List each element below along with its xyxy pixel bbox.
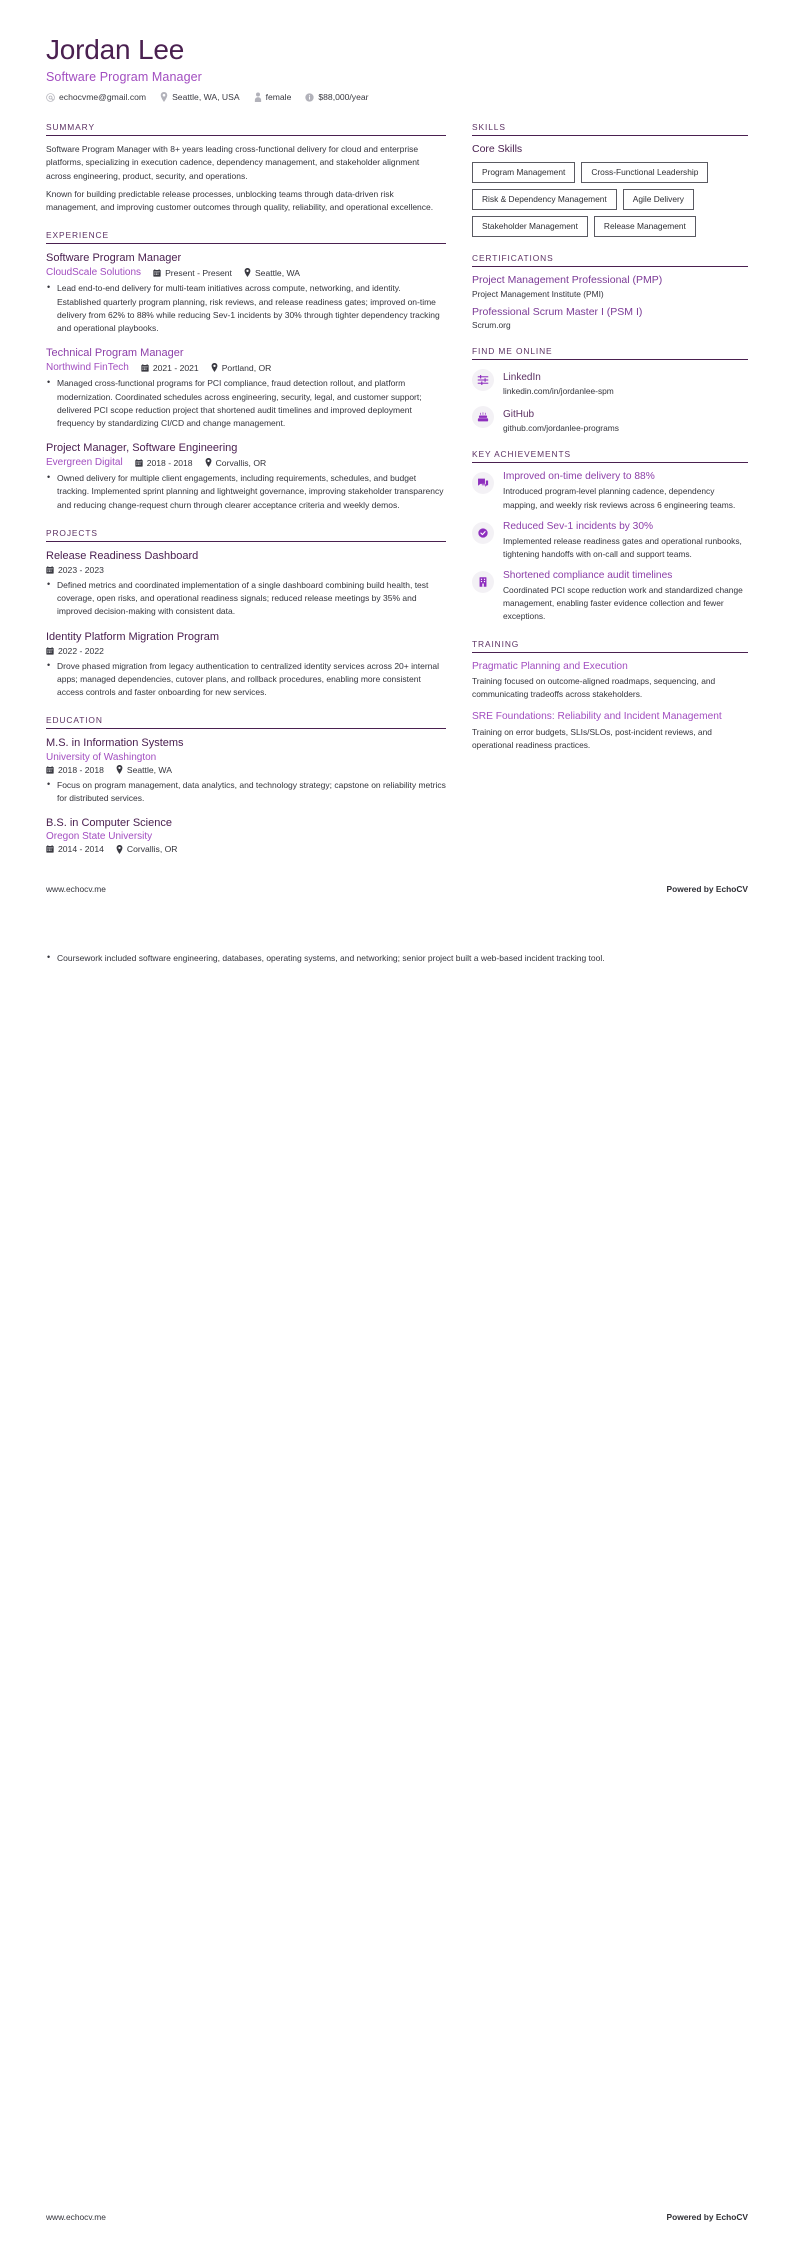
training-item	[472, 710, 748, 751]
contact-salary-value: $88,000/year	[318, 92, 369, 103]
calendar-icon	[46, 647, 54, 655]
location-pin-icon	[244, 268, 251, 277]
section-find-me-online-title: FIND ME ONLINE	[472, 346, 553, 357]
project-dates-value: 2022 - 2022	[58, 645, 104, 656]
contact-location	[160, 92, 240, 102]
online-profile-body	[503, 367, 748, 396]
training-name: SRE Foundations: Reliability and Incident Management	[472, 711, 722, 723]
education-dates-value: 2014 - 2014	[58, 844, 104, 855]
experience-bullets	[46, 377, 446, 430]
experience-entry	[46, 346, 446, 430]
experience-entry	[46, 251, 446, 335]
experience-dates-value: 2021 - 2021	[152, 362, 199, 373]
skills-chip-list	[472, 162, 748, 237]
section-projects	[46, 528, 446, 700]
section-find-me-online	[472, 346, 748, 433]
achievement-body	[503, 569, 748, 623]
skill-chip: Agile Delivery	[623, 189, 694, 210]
calendar-icon	[141, 364, 149, 372]
training-description: Training focused on outcome-aligned roadmaps, sequencing, and communicating tradeoffs across stakeholders.	[472, 676, 716, 700]
experience-role: Technical Program Manager	[46, 347, 184, 360]
experience-org: CloudScale Solutions	[46, 267, 142, 279]
achievement-item	[472, 470, 748, 511]
online-profile-label: LinkedIn	[503, 372, 541, 384]
project-bullets	[46, 660, 446, 700]
summary-paragraph: Known for building predictable release processes, unblocking teams through data-driven risk management, and improving customer outcomes through quality, reliability, and operational excellence.	[46, 188, 434, 212]
section-rule	[472, 359, 748, 360]
education-location	[116, 844, 178, 854]
certification-item	[472, 274, 748, 299]
training-name: Pragmatic Planning and Execution	[472, 661, 628, 673]
skills-group-name: Core Skills	[472, 143, 523, 156]
online-profile-linkedin[interactable]	[472, 367, 748, 396]
bullet-item: • Drove phased migration from legacy authentication to centralized identity services across 20+ internal apps; managed dependencies, cutover plans, and rollback procedures, enabling more consistent access controls and faster onboarding for new services.	[46, 660, 446, 700]
section-rule	[472, 135, 748, 136]
section-rule	[472, 652, 748, 653]
person-icon	[254, 92, 262, 102]
section-skills-title: SKILLS	[472, 122, 506, 133]
project-name: Identity Platform Migration Program	[46, 630, 220, 643]
project-meta	[46, 646, 446, 656]
section-experience	[46, 230, 446, 512]
left-column	[46, 122, 446, 870]
email-icon	[46, 93, 55, 102]
experience-location-value: Portland, OR	[221, 362, 272, 373]
education-entry	[46, 736, 446, 805]
education-school: University of Washington	[46, 751, 157, 763]
skill-chip: Cross-Functional Leadership	[581, 162, 708, 183]
online-profile-github[interactable]	[472, 404, 748, 433]
section-rule	[472, 462, 748, 463]
experience-location	[205, 458, 267, 468]
skill-chip: Risk & Dependency Management	[472, 189, 617, 210]
location-pin-icon	[116, 845, 123, 854]
section-rule	[46, 243, 446, 244]
experience-org: Evergreen Digital	[46, 457, 123, 469]
footer-powered-by: Powered by EchoCV	[666, 884, 748, 895]
location-pin-icon	[160, 92, 168, 102]
page-2-content	[0, 952, 794, 965]
experience-role: Project Manager, Software Engineering	[46, 442, 238, 455]
section-summary	[46, 122, 446, 214]
experience-meta	[46, 457, 446, 468]
page-footer-2	[0, 2212, 794, 2222]
footer-powered-by: Powered by EchoCV	[666, 2212, 748, 2222]
summary-paragraph: Software Program Manager with 8+ years leading cross-functional delivery for cloud and enterprise platforms, specializing in execution cadence, dependency management, and stakeholder alignment across engineering, product, security, and operations.	[46, 144, 420, 181]
education-bullets	[46, 779, 446, 805]
experience-dates	[141, 363, 199, 373]
page-footer-1	[0, 884, 794, 894]
calendar-icon	[135, 459, 143, 467]
resume-header	[0, 0, 794, 102]
footer-site[interactable]: www.echocv.me	[46, 884, 106, 895]
contact-row	[46, 92, 748, 102]
section-rule	[46, 135, 446, 136]
contact-gender-value: female	[265, 92, 292, 103]
right-column	[472, 122, 748, 767]
section-projects-title: PROJECTS	[46, 527, 98, 538]
bullet-item: • Focus on program management, data analytics, and technology strategy; capstone on reliability metrics for distributed services.	[46, 779, 446, 805]
achievement-body	[503, 470, 748, 511]
certification-item	[472, 306, 748, 331]
achievement-item	[472, 569, 748, 623]
resume-columns	[0, 102, 794, 870]
contact-location-value: Seattle, WA, USA	[172, 92, 240, 103]
experience-dates	[153, 268, 232, 278]
education-meta	[46, 844, 446, 854]
location-pin-icon	[116, 765, 123, 774]
bullet-item: • Defined metrics and coordinated implementation of a single dashboard combining build health, test coverage, open risks, and operational readiness signals; reduced release meetings by 35% and improved decision-making with consistent data.	[46, 579, 446, 619]
section-key-achievements-title: KEY ACHIEVEMENTS	[472, 449, 571, 460]
calendar-icon	[46, 566, 54, 574]
project-entry	[46, 549, 446, 619]
project-dates	[46, 565, 104, 575]
chat-bubble-icon	[472, 472, 494, 494]
education-dates-value: 2018 - 2018	[58, 764, 104, 775]
building-icon	[472, 571, 494, 593]
section-certifications	[472, 253, 748, 330]
certification-issuer: Scrum.org	[472, 320, 511, 331]
project-bullets	[46, 579, 446, 619]
education-location-value: Corvallis, OR	[126, 844, 178, 855]
skill-chip: Release Management	[594, 216, 696, 237]
education-dates	[46, 765, 104, 775]
experience-meta	[46, 267, 446, 278]
calendar-icon	[153, 269, 161, 277]
location-pin-icon	[205, 458, 212, 467]
project-dates-value: 2023 - 2023	[58, 565, 104, 576]
education-location-value: Seattle, WA	[126, 764, 172, 775]
info-icon	[305, 93, 314, 102]
experience-location	[244, 268, 300, 278]
bullet-item: • Owned delivery for multiple client engagements, including requirements, schedules, and budget tracking. Implemented sprint planning and lightweight governance, improving stakeholder transparency and reducing change-request churn through clearer acceptance criteria and weekly demos.	[46, 472, 446, 512]
experience-dates	[135, 458, 193, 468]
project-meta	[46, 565, 446, 575]
skill-chip: Program Management	[472, 162, 575, 183]
experience-dates-value: 2018 - 2018	[146, 457, 193, 468]
section-certifications-title: CERTIFICATIONS	[472, 252, 554, 263]
online-profile-url[interactable]: github.com/jordanlee-programs	[503, 423, 619, 434]
achievement-title: Reduced Sev-1 incidents by 30%	[503, 520, 654, 532]
candidate-headline: Software Program Manager	[46, 70, 202, 85]
certification-issuer: Project Management Institute (PMI)	[472, 288, 604, 299]
section-rule	[46, 541, 446, 542]
skill-chip: Stakeholder Management	[472, 216, 588, 237]
section-rule	[46, 728, 446, 729]
experience-entry	[46, 441, 446, 512]
section-summary-title: SUMMARY	[46, 122, 95, 133]
section-experience-title: EXPERIENCE	[46, 230, 109, 241]
section-skills	[472, 122, 748, 237]
achievement-title: Improved on-time delivery to 88%	[503, 471, 655, 483]
education-overflow-bullets	[46, 952, 748, 965]
section-training	[472, 639, 748, 752]
online-profile-body	[503, 404, 748, 433]
experience-role: Software Program Manager	[46, 252, 182, 265]
contact-email-value: echocvme@gmail.com	[59, 92, 147, 103]
experience-location	[211, 363, 272, 373]
section-education	[46, 715, 446, 854]
section-key-achievements	[472, 449, 748, 623]
achievement-description: Introduced program-level planning cadence, dependency mapping, and weekly risk reviews across 6 engineering teams.	[503, 486, 736, 510]
experience-meta	[46, 362, 446, 373]
achievement-title: Shortened compliance audit timelines	[503, 569, 673, 581]
location-pin-icon	[211, 363, 218, 372]
training-item	[472, 660, 748, 701]
calendar-icon	[46, 766, 54, 774]
bullet-item: • Managed cross-functional programs for PCI compliance, fraud detection rollout, and platform modernization. Coordinated schedules across engineering, security, legal, and customer support; delivered PCI scope reduction project that shortened audit timelines and improved deployment frequency by standardizing CI/CD and change management.	[46, 377, 446, 430]
education-degree: M.S. in Information Systems	[46, 737, 184, 750]
achievement-description: Implemented release readiness gates and operational runbooks, tightening handoffs with on-call and support teams.	[503, 535, 742, 559]
education-entry	[46, 816, 446, 854]
education-school: Oregon State University	[46, 831, 153, 843]
footer-site[interactable]: www.echocv.me	[46, 2212, 106, 2222]
cake-icon	[472, 406, 494, 428]
project-name: Release Readiness Dashboard	[46, 549, 199, 562]
check-circle-icon	[472, 522, 494, 544]
achievement-description: Coordinated PCI scope reduction work and standardized change management, enabling faster evidence collection and fewer exceptions.	[503, 585, 743, 622]
online-profile-label: GitHub	[503, 409, 535, 421]
experience-org: Northwind FinTech	[46, 362, 129, 374]
project-dates	[46, 646, 104, 656]
project-entry	[46, 630, 446, 700]
bullet-item: • Lead end-to-end delivery for multi-team initiatives across compute, networking, and identity. Established quarterly program planning, risk reviews, and release readiness gates; improved on-time delivery from 62% to 88% while reducing Sev-1 incidents by 30% through tighter dependency tracking and operational playbooks.	[46, 282, 446, 335]
education-dates	[46, 844, 104, 854]
achievement-item	[472, 520, 748, 561]
contact-salary	[305, 92, 368, 102]
sliders-icon	[472, 369, 494, 391]
section-rule	[472, 266, 748, 267]
education-meta	[46, 765, 446, 775]
contact-email[interactable]	[46, 92, 146, 102]
experience-location-value: Corvallis, OR	[215, 457, 267, 468]
candidate-name: Jordan Lee	[46, 34, 185, 65]
contact-gender	[254, 92, 292, 102]
certification-name: Project Management Professional (PMP)	[472, 273, 663, 286]
certification-name: Professional Scrum Master I (PSM I)	[472, 305, 643, 318]
education-location	[116, 765, 172, 775]
section-education-title: EDUCATION	[46, 715, 103, 726]
training-description: Training on error budgets, SLIs/SLOs, post-incident reviews, and operational readiness practices.	[472, 726, 712, 750]
experience-location-value: Seattle, WA	[254, 267, 300, 278]
section-training-title: TRAINING	[472, 639, 520, 650]
education-degree: B.S. in Computer Science	[46, 817, 172, 830]
achievement-body	[503, 520, 748, 561]
experience-bullets	[46, 472, 446, 512]
online-profile-url[interactable]: linkedin.com/in/jordanlee-spm	[503, 386, 614, 397]
experience-bullets	[46, 282, 446, 335]
calendar-icon	[46, 845, 54, 853]
bullet-item: • Coursework included software engineering, databases, operating systems, and networking; senior project built a web-based incident tracking tool.	[46, 952, 748, 965]
experience-dates-value: Present - Present	[165, 267, 232, 278]
